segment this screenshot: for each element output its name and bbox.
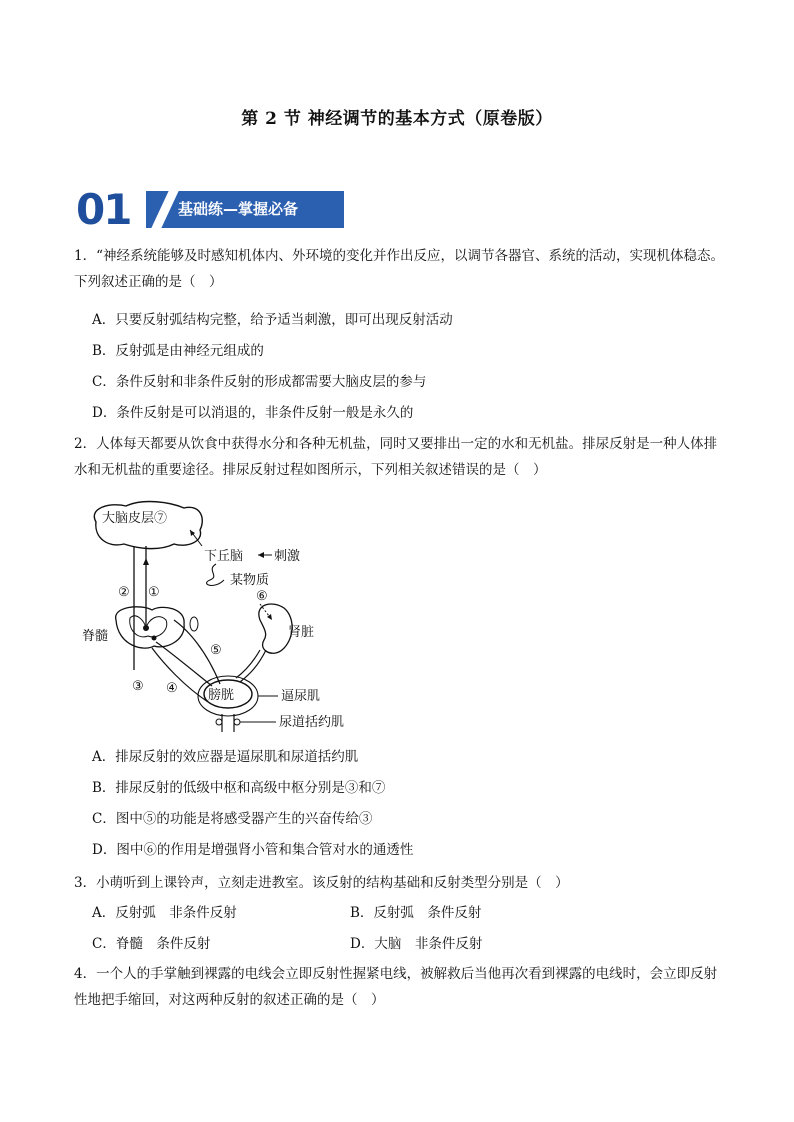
detrusor-label: 逼尿肌 <box>281 689 321 704</box>
kidney-label: 肾脏 <box>288 625 315 640</box>
question-3-option-a: A．反射弧 非条件反射 <box>92 905 237 921</box>
question-3-stem: 3．小萌听到上课铃声，立刻走进教室。该反射的结构基础和反射类型分别是（ ） <box>74 875 569 891</box>
spinal-cord-shape <box>116 607 185 648</box>
label-n6: ⑥ <box>256 589 268 604</box>
section-label: 基础练—掌握必备 <box>178 200 299 218</box>
spinal-cord-label: 脊髓 <box>82 629 109 644</box>
label-n5: ⑤ <box>210 643 222 658</box>
question-3-option-b: B．反射弧 条件反射 <box>350 905 482 921</box>
question-2-option-b: B．排尿反射的低级中枢和高级中枢分别是③和⑦ <box>92 780 386 796</box>
question-3-option-d: D．大脑 非条件反射 <box>350 936 483 952</box>
question-2-stem: 2．人体每天都要从饮食中获得水分和各种无机盐，同时又要排出一定的水和无机盐。排尿反射是一种人体排水和无机盐的重要途径。排尿反射过程如图所示，下列相关叙述错误的是（ ） <box>74 436 718 478</box>
label-n3: ③ <box>132 679 144 694</box>
hypothalamus-label: 下丘脑 <box>204 549 244 564</box>
bladder-label: 膀胱 <box>208 688 235 703</box>
question-1-option-a: A．只要反射弧结构完整，给予适当刺激，即可出现反射活动 <box>92 312 453 328</box>
sphincter-label: 尿道括约肌 <box>279 715 345 730</box>
question-4-stem: 4．一个人的手掌触到裸露的电线会立即反射性握紧电线，被解救后当他再次看到裸露的电线时，会立即反射性地把手缩回，对这两种反射的叙述正确的是（ ） <box>74 966 718 1008</box>
question-2-option-c: C．图中⑤的功能是将感受器产生的兴奋传给③ <box>92 811 373 827</box>
question-1-option-b: B．反射弧是由神经元组成的 <box>92 343 264 359</box>
substance-label: 某物质 <box>230 573 270 588</box>
section-banner <box>76 185 344 234</box>
question-1-option-c: C．条件反射和非条件反射的形成都需要大脑皮层的参与 <box>92 374 427 390</box>
question-1-option-d: D．条件反射是可以消退的，非条件反射一般是永久的 <box>92 405 414 421</box>
cortex-label: 大脑皮层⑦ <box>102 511 168 526</box>
stimulus-label: 刺激 <box>274 549 301 564</box>
page-title: 第 2 节 神经调节的基本方式（原卷版） <box>241 109 553 129</box>
question-2-option-d: D．图中⑥的作用是增强肾小管和集合管对水的通透性 <box>92 842 414 858</box>
question-2-option-a: A．排尿反射的效应器是逼尿肌和尿道括约肌 <box>92 749 359 765</box>
label-n2: ② <box>118 585 130 600</box>
label-n1: ① <box>148 585 160 600</box>
urination-reflex-diagram <box>82 500 378 735</box>
question-3-option-c: C．脊髓 条件反射 <box>92 936 211 952</box>
section-number: 01 <box>76 185 131 234</box>
label-n4: ④ <box>166 681 178 696</box>
question-1-stem: 1．“神经系统能够及时感知机体内、外环境的变化并作出反应，以调节各器官、系统的活动，实现机体稳态。下列叙述正确的是（ ） <box>74 248 724 290</box>
